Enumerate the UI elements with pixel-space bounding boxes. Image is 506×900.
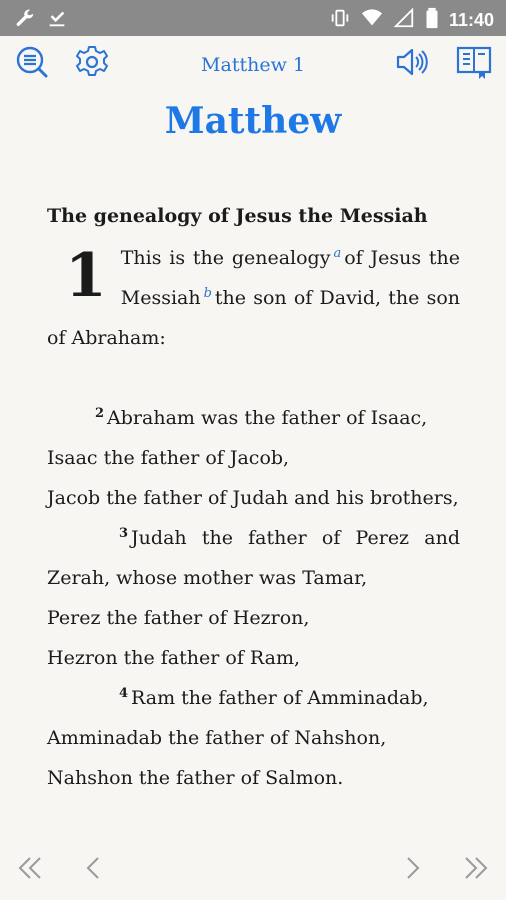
verse-4 <box>47 678 460 798</box>
verse-text: Isaac the father of Jacob, <box>47 447 290 469</box>
verse-text: Perez the father of Hezron, <box>47 607 310 629</box>
chapter-number: 1 <box>65 241 107 311</box>
verse-number: 2 <box>95 405 105 421</box>
verse-text: This is the genealogy <box>120 247 331 269</box>
verse-text: of Jesus the Messiah <box>120 247 460 309</box>
chevron-left-icon <box>80 854 108 886</box>
bookmarks-button[interactable] <box>454 44 494 84</box>
verse-text: Jacob the father of Judah and his brothers, <box>47 487 459 509</box>
double-chevron-left-icon <box>16 854 44 886</box>
clock: 11:40 <box>448 10 494 30</box>
signal-icon <box>393 7 415 34</box>
book-bookmark-icon <box>455 44 493 84</box>
verse-number: 3 <box>119 525 129 541</box>
battery-icon <box>425 7 439 34</box>
verse-text: Judah the father of Perez and Zerah, whose mother was Tamar, <box>47 527 460 589</box>
footnote-b-link[interactable]: b <box>203 285 212 301</box>
section-heading: The genealogy of Jesus the Messiah <box>47 205 428 227</box>
bottom-navigation <box>0 848 506 892</box>
wifi-icon <box>361 7 383 34</box>
verse-text: the son of David, the son of Abraham: <box>47 287 460 349</box>
verse-number: 4 <box>119 685 129 701</box>
scripture-content <box>47 200 460 798</box>
speaker-icon <box>394 44 430 84</box>
verse-text: Hezron the father of Ram, <box>47 647 301 669</box>
previous-chapter-button[interactable] <box>72 848 116 892</box>
footnote-a-link[interactable]: a <box>333 245 342 261</box>
double-chevron-right-icon <box>462 854 490 886</box>
wrench-icon <box>14 7 36 34</box>
chapter-selector[interactable]: Matthew 1 <box>201 54 305 76</box>
book-title: Matthew <box>164 100 342 142</box>
status-bar <box>0 0 506 36</box>
verse-3 <box>47 518 460 678</box>
vibrate-icon <box>329 7 351 34</box>
download-done-icon <box>46 7 68 34</box>
verse-text: Nahshon the father of Salmon. <box>47 767 344 789</box>
verse-text: Abraham was the father of Isaac, <box>107 407 428 429</box>
next-book-button[interactable] <box>454 848 498 892</box>
verse-text: Ram the father of Amminadab, <box>131 687 429 709</box>
reader-toolbar <box>0 44 506 88</box>
audio-button[interactable] <box>392 44 432 84</box>
next-chapter-button[interactable] <box>390 848 434 892</box>
verse-2 <box>47 398 460 518</box>
previous-book-button[interactable] <box>8 848 52 892</box>
verse-1 <box>47 238 460 358</box>
chevron-right-icon <box>398 854 426 886</box>
verse-text: Amminadab the father of Nahshon, <box>47 727 387 749</box>
